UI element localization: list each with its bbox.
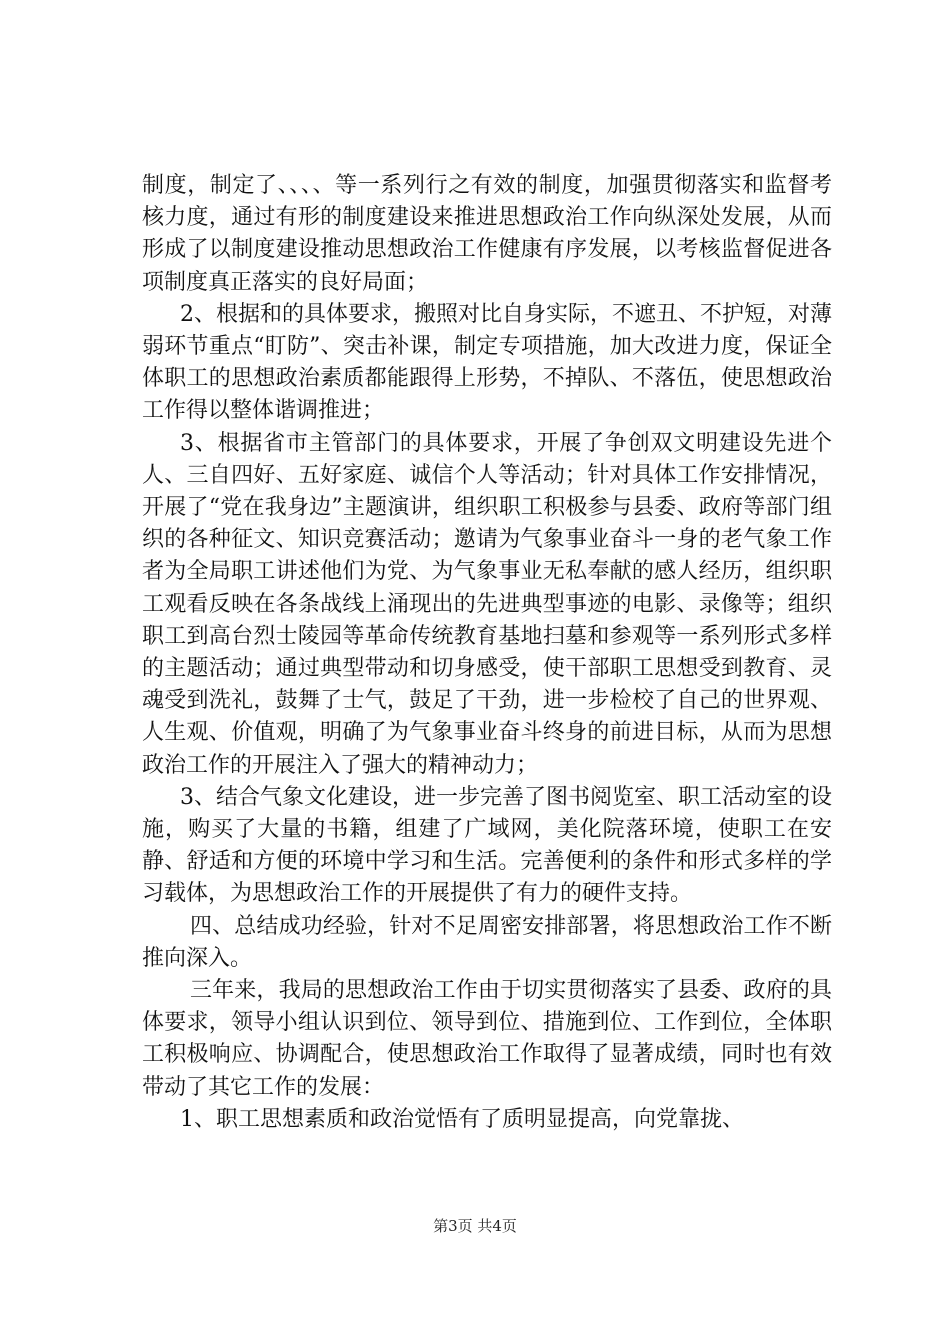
paragraph-1: 制度，制定了、、、、等一系列行之有效的制度，加强贯彻落实和监督考核力度，通过有形的制度建设来推进思想政治工作向纵深处发展，从而形成了以制度建设推动思想政治工作健康有序发展，以考核监督促进各项制度真正落实的良好局面； xyxy=(142,173,832,295)
paragraph-4: 3、结合气象文化建设，进一步完善了图书阅览室、职工活动室的设施，购买了大量的书籍，组建了广域网，美化院落环境，使职工在安静、舒适和方便的环境中学习和生活。完善便利的条件和形式多样的学习载体，为思想政治工作的开展提供了有力的硬件支持。 xyxy=(142,784,832,907)
paragraph-2: 2、根据和的具体要求，搬照对比自身实际，不遮丑、不护短，对薄弱环节重点“盯防”、突击补课，制定专项措施，加大改进力度，保证全体职工的思想政治素质都能跟得上形势，不掉队、不落伍，使思想政治工作得以整体谐调推进； xyxy=(142,301,832,424)
paragraph-7: 1、职工思想素质和政治觉悟有了质明显提高，向党靠拢、 xyxy=(180,1106,744,1132)
paragraph-3: 3、根据省市主管部门的具体要求，开展了争创双文明建设先进个人、三自四好、五好家庭、诚信个人等活动；针对具体工作安排情况，开展了“党在我身边”主题演讲，组织职工积极参与县委、政府等部门组织的各种征文、知识竞赛活动；邀请为气象事业奋斗一身的老气象工作者为全局职工讲述他们为党、为气象事业无私奉献的感人经历，组织职工观看反映在各条战线上涌现出的先进典型事迹的电影、录像等；组织职工到高台烈士陵园等革命传统教育基地扫墓和参观等一系列形式多样的主题活动；通过典型带动和切身感受，使干部职工思想受到教育、灵魂受到洗礼，鼓舞了士气，鼓足了干劲，进一步检校了自己的世界观、人生观、价值观，明确了为气象事业奋斗终身的前进目标，从而为思想政治工作的开展注入了强大的精神动力； xyxy=(142,430,832,778)
paragraph-6: 三年来，我局的思想政治工作由于切实贯彻落实了县委、政府的具体要求，领导小组认识到位、领导到位、措施到位、工作到位，全体职工积极响应、协调配合，使思想政治工作取得了显著成绩，同时也有效带动了其它工作的发展： xyxy=(142,978,832,1100)
page-footer: 第3页 共4页 xyxy=(433,1217,517,1235)
paragraph-5: 四、总结成功经验，针对不足周密安排部署，将思想政治工作不断推向深入。 xyxy=(142,913,832,971)
document-body xyxy=(142,170,832,1136)
